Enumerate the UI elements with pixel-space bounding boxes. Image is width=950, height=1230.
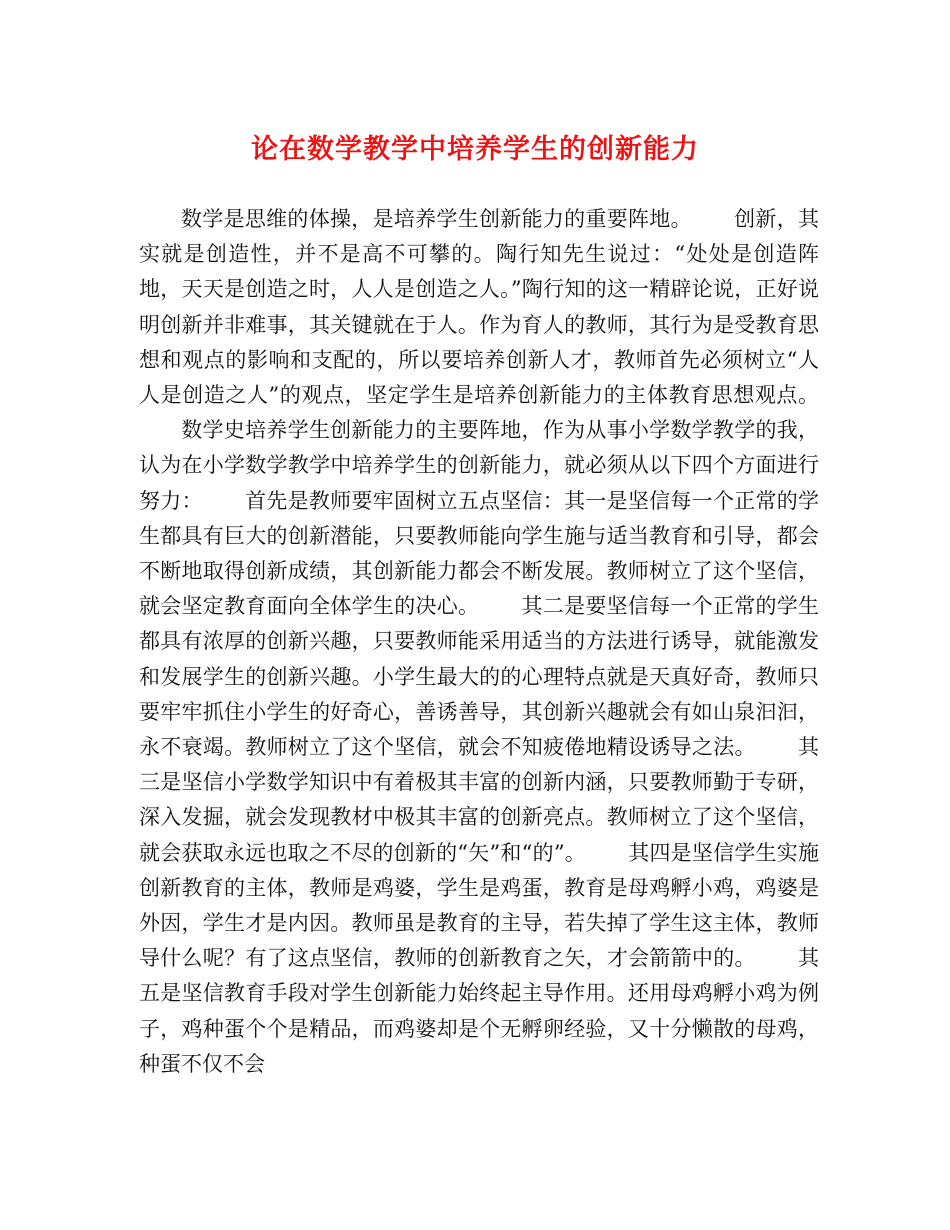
paragraph: 创新，其实就是创造性，并不是高不可攀的。陶行知先生说过：“处处是创造阵地，天天是创造之时，人人是创造之人。”陶行知的这一精辟论说，正好说明创新并非难事，其关键就在于人。作为育人的教师，其行为是受教育思想和观点的影响和支配的，所以要培养创新人才，教师首先必须树立“人人是创造之人”的观点，坚定学生是培养创新能力的主体教育思想观点。 bbox=[139, 207, 820, 408]
paragraph: 数学是思维的体操，是培养学生创新能力的重要阵地。 bbox=[181, 207, 692, 231]
document-title: 论在数学教学中培养学生的创新能力 bbox=[251, 134, 699, 165]
paragraph: 数学史培养学生创新能力的主要阵地，作为从事小学数学教学的我，认为在小学数学教学中培养学生的创新能力，就必须从以下四个方面进行努力： bbox=[139, 418, 819, 513]
paragraph: 其三是坚信小学数学知识中有着极其丰富的创新内涵，只要教师勤于专研，深入发掘，就会发现教材中极其丰富的创新亮点。教师树立了这个坚信，就会获取永远也取之不尽的创新的“矢”和“的”。 bbox=[139, 735, 820, 865]
paragraph: 首先是教师要牢固树立五点坚信：其一是坚信每一个正常的学生都具有巨大的创新潜能，只要教师能向学生施与适当教育和引导，都会不断地取得创新成绩，其创新能力都会不断发展。教师树立了这个坚信，就会坚定教育面向全体学生的决心。 bbox=[139, 488, 820, 619]
paragraph: 其二是要坚信每一个正常的学生都具有浓厚的创新兴趣，只要教师能采用适当的方法进行诱导，就能激发和发展学生的创新兴趣。小学生最大的的心理特点就是天真好奇，教师只要牢牢抓住小学生的好奇心，善诱善导，其创新兴趣就会有如山泉汩汩，永不衰竭。教师树立了这个坚信，就会不知疲倦地精设诱导之法。 bbox=[139, 594, 819, 760]
paragraph: 其五是坚信教育手段对学生创新能力始终起主导作用。还用母鸡孵小鸡为例子，鸡种蛋个个是精品，而鸡婆却是个无孵卵经验，又十分懒散的母鸡，种蛋不仅不会 bbox=[139, 946, 820, 1076]
document-body bbox=[139, 202, 819, 1082]
paragraph: 其四是坚信学生实施创新教育的主体，教师是鸡婆，学生是鸡蛋，教育是母鸡孵小鸡，鸡婆是外因，学生才是内因。教师虽是教育的主导，若失掉了学生这主体，教师导什么呢？有了这点坚信，教师的创新教育之矢，才会箭箭中的。 bbox=[139, 840, 819, 971]
